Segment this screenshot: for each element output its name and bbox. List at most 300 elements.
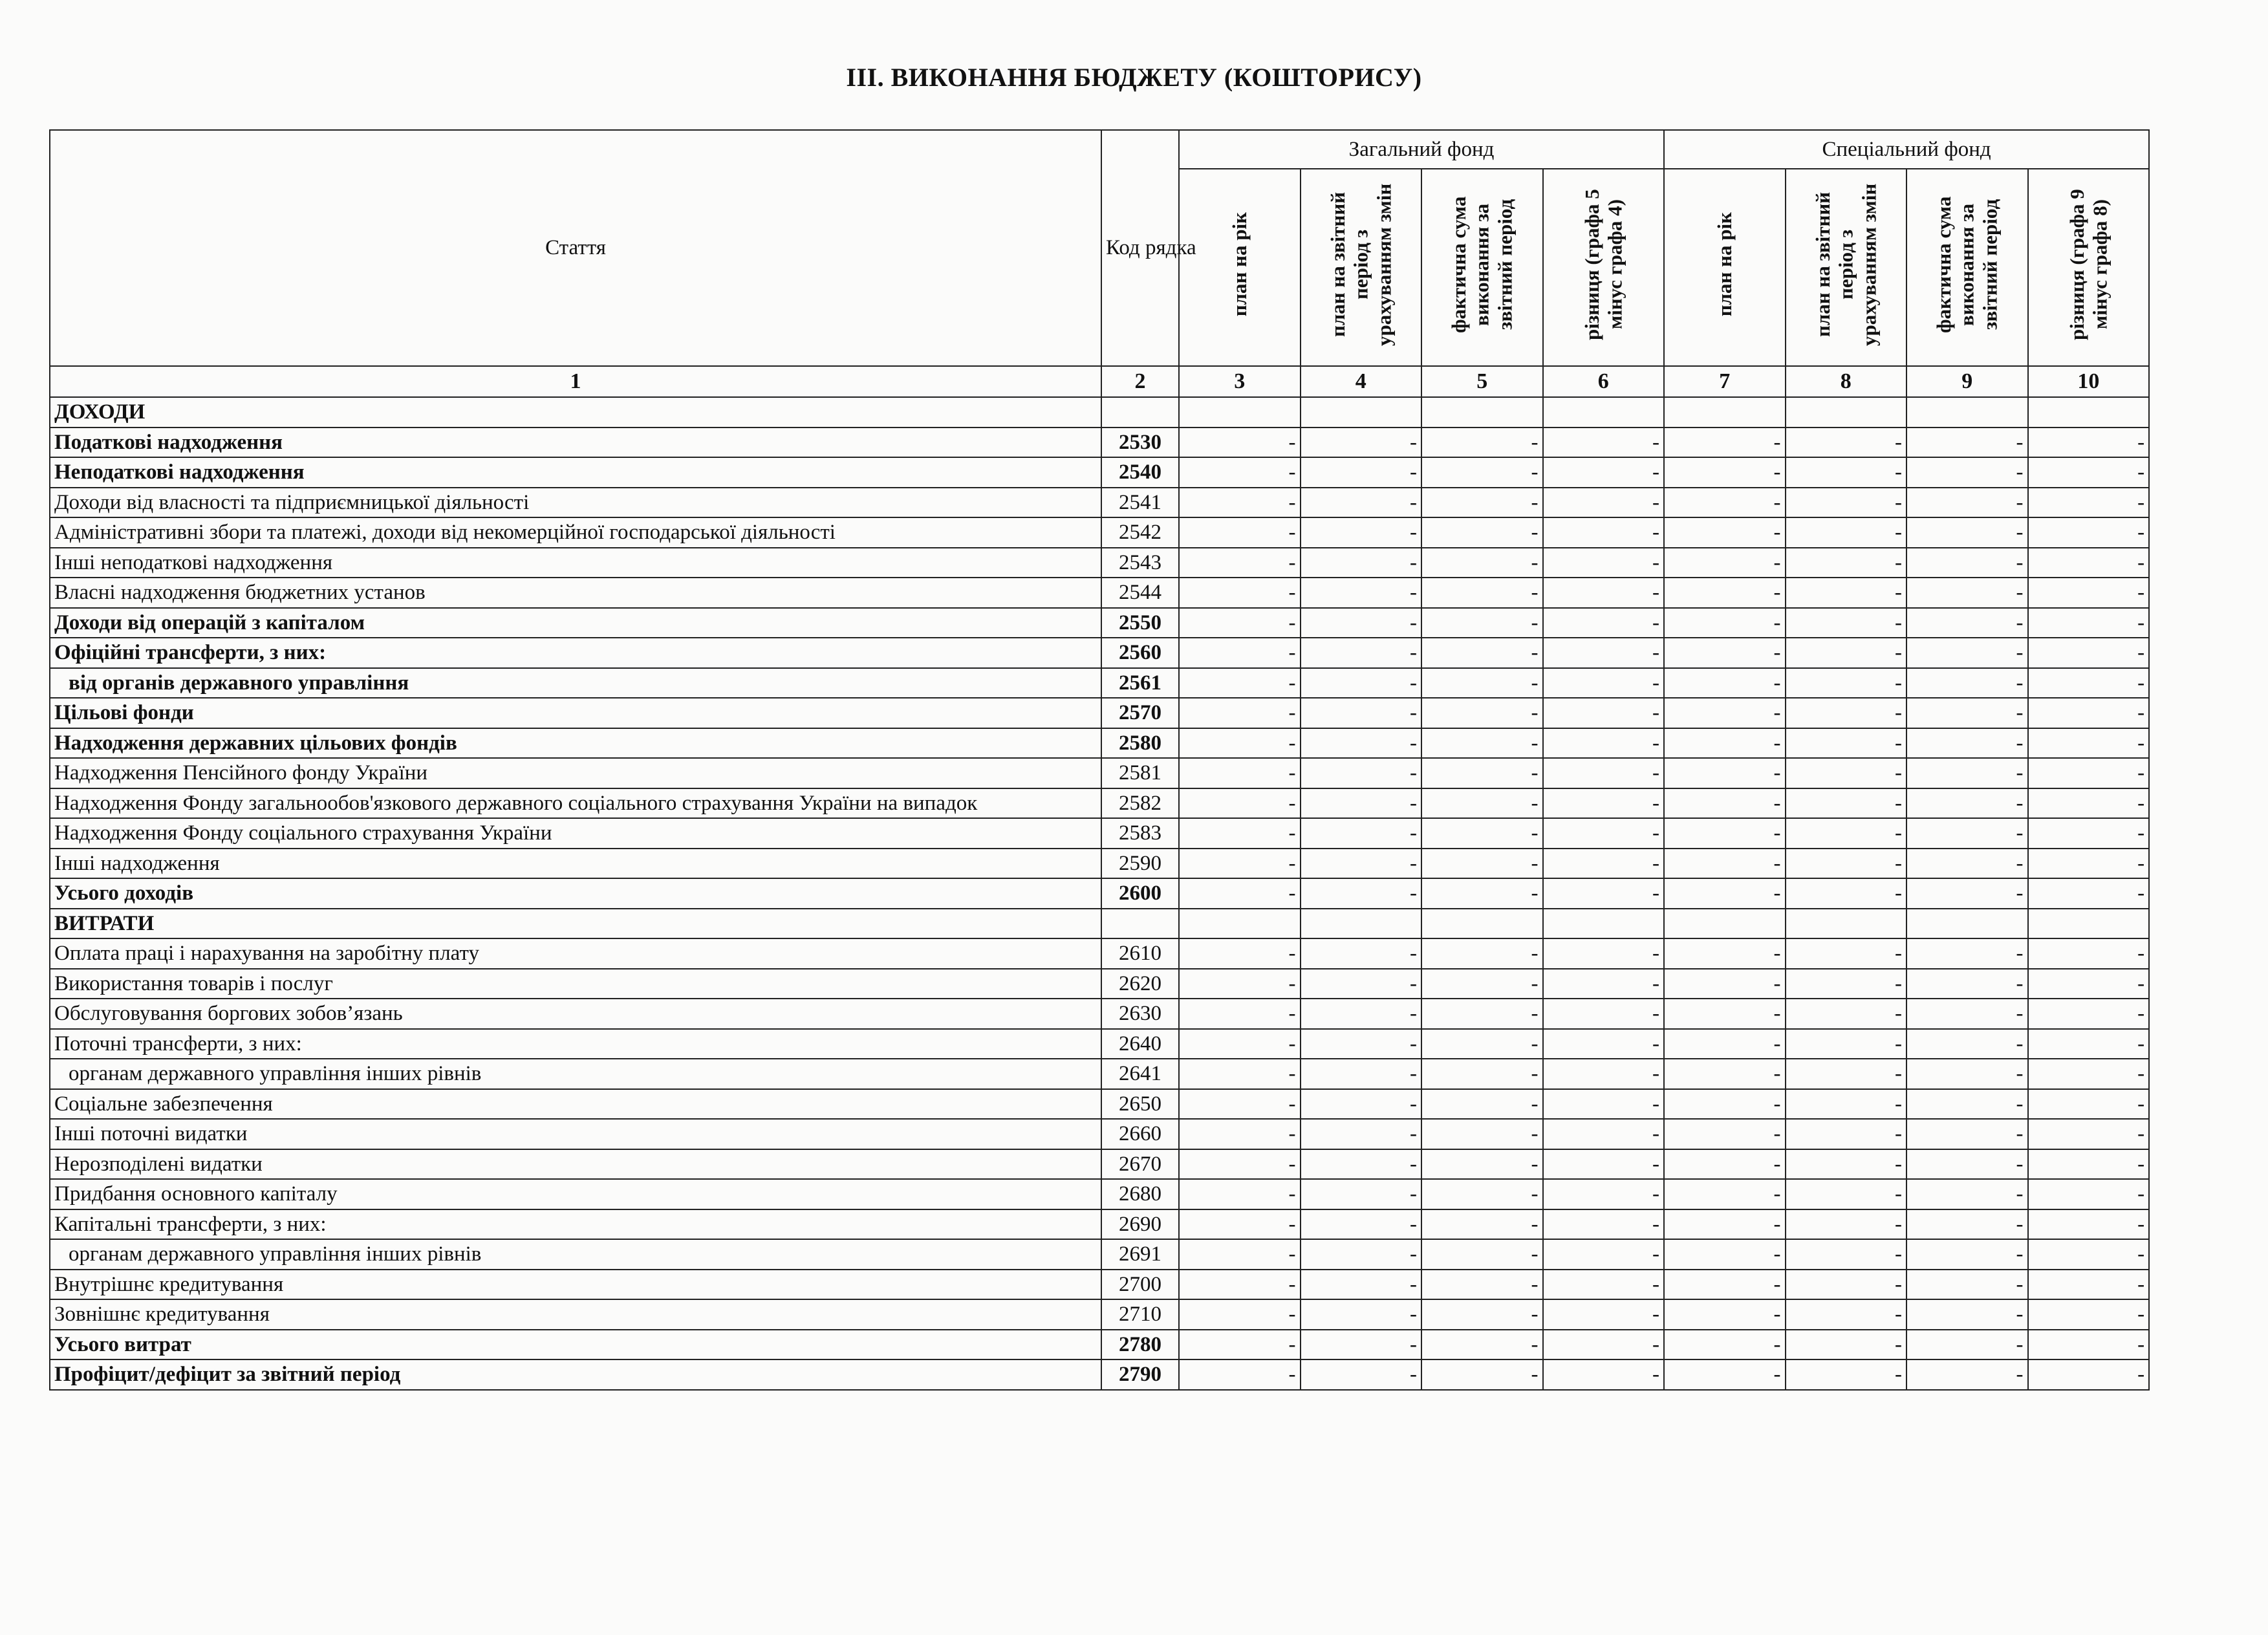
row-value-col-8: - xyxy=(1786,428,1907,458)
row-value-col-5: - xyxy=(1421,517,1543,548)
row-value-col-8: - xyxy=(1786,517,1907,548)
row-value-col-8 xyxy=(1786,397,1907,428)
row-code: 2560 xyxy=(1101,638,1179,668)
column-number: 2 xyxy=(1101,366,1179,397)
row-value-col-6: - xyxy=(1543,548,1665,578)
row-value-col-7: - xyxy=(1664,578,1786,608)
column-number: 7 xyxy=(1664,366,1786,397)
row-value-col-7: - xyxy=(1664,698,1786,728)
row-value-col-6 xyxy=(1543,909,1665,939)
row-value-col-7: - xyxy=(1664,457,1786,488)
row-value-col-8: - xyxy=(1786,1119,1907,1149)
row-value-col-6: - xyxy=(1543,457,1665,488)
column-header-label: план на рік xyxy=(1227,212,1251,317)
table-row xyxy=(50,849,2149,879)
column-header-label: різниця (графа 9 мінус графа 8) xyxy=(2065,189,2111,340)
row-value-col-7: - xyxy=(1664,1359,1786,1390)
row-value-col-5: - xyxy=(1421,999,1543,1029)
row-value-col-10: - xyxy=(2028,1359,2150,1390)
row-value-col-8: - xyxy=(1786,698,1907,728)
code-column-header: Код рядка xyxy=(1101,130,1179,366)
row-value-col-4: - xyxy=(1301,548,1422,578)
row-value-col-5: - xyxy=(1421,578,1543,608)
table-row xyxy=(50,668,2149,698)
row-label: органам державного управління інших рівнів xyxy=(50,1059,1101,1089)
column-number: 3 xyxy=(1179,366,1301,397)
column-number: 10 xyxy=(2028,366,2150,397)
table-row xyxy=(50,517,2149,548)
column-number: 6 xyxy=(1543,366,1665,397)
row-code: 2710 xyxy=(1101,1299,1179,1330)
table-row xyxy=(50,1179,2149,1209)
table-row xyxy=(50,788,2149,819)
row-value-col-3: - xyxy=(1179,608,1301,638)
row-value-col-10: - xyxy=(2028,608,2150,638)
row-value-col-9: - xyxy=(1906,969,2028,999)
row-value-col-4: - xyxy=(1301,638,1422,668)
general-fund-header: Загальний фонд xyxy=(1179,130,1664,169)
row-value-col-3: - xyxy=(1179,1149,1301,1180)
row-value-col-8: - xyxy=(1786,578,1907,608)
row-value-col-4: - xyxy=(1301,428,1422,458)
table-row xyxy=(50,1270,2149,1300)
table-row xyxy=(50,1330,2149,1360)
row-value-col-10: - xyxy=(2028,668,2150,698)
column-header-7 xyxy=(1664,169,1786,366)
row-code: 2550 xyxy=(1101,608,1179,638)
budget-execution-table xyxy=(49,129,2150,1391)
row-value-col-5: - xyxy=(1421,1359,1543,1390)
row-value-col-9: - xyxy=(1906,548,2028,578)
row-value-col-8: - xyxy=(1786,728,1907,759)
row-value-col-8: - xyxy=(1786,1359,1907,1390)
row-value-col-4: - xyxy=(1301,1359,1422,1390)
row-value-col-10: - xyxy=(2028,428,2150,458)
row-value-col-5: - xyxy=(1421,1179,1543,1209)
row-value-col-7: - xyxy=(1664,1270,1786,1300)
row-value-col-9: - xyxy=(1906,1239,2028,1270)
row-value-col-4: - xyxy=(1301,1330,1422,1360)
row-value-col-7: - xyxy=(1664,428,1786,458)
table-row xyxy=(50,1059,2149,1089)
row-value-col-9: - xyxy=(1906,517,2028,548)
row-value-col-6: - xyxy=(1543,849,1665,879)
row-label: Усього витрат xyxy=(50,1330,1101,1360)
row-value-col-9: - xyxy=(1906,1299,2028,1330)
row-value-col-5: - xyxy=(1421,938,1543,969)
row-value-col-6: - xyxy=(1543,938,1665,969)
table-row xyxy=(50,1299,2149,1330)
row-value-col-7: - xyxy=(1664,638,1786,668)
row-value-col-3: - xyxy=(1179,728,1301,759)
row-label: Профіцит/дефіцит за звітний період xyxy=(50,1359,1101,1390)
column-number: 8 xyxy=(1786,366,1907,397)
row-code: 2660 xyxy=(1101,1119,1179,1149)
table-row xyxy=(50,1029,2149,1059)
row-value-col-3: - xyxy=(1179,517,1301,548)
row-value-col-3: - xyxy=(1179,1270,1301,1300)
row-value-col-3: - xyxy=(1179,938,1301,969)
row-label: Офіційні трансферти, з них: xyxy=(50,638,1101,668)
row-value-col-5: - xyxy=(1421,1270,1543,1300)
row-code: 2543 xyxy=(1101,548,1179,578)
row-value-col-10: - xyxy=(2028,1270,2150,1300)
row-label: від органів державного управління xyxy=(50,668,1101,698)
row-value-col-10: - xyxy=(2028,1330,2150,1360)
row-value-col-4: - xyxy=(1301,1149,1422,1180)
table-row xyxy=(50,548,2149,578)
row-value-col-9: - xyxy=(1906,638,2028,668)
row-value-col-10: - xyxy=(2028,1299,2150,1330)
row-code: 2541 xyxy=(1101,488,1179,518)
table-row xyxy=(50,728,2149,759)
row-value-col-6: - xyxy=(1543,818,1665,849)
row-value-col-4: - xyxy=(1301,1089,1422,1120)
row-value-col-10: - xyxy=(2028,728,2150,759)
row-value-col-6: - xyxy=(1543,698,1665,728)
row-value-col-4: - xyxy=(1301,1119,1422,1149)
column-header-8 xyxy=(1786,169,1907,366)
row-value-col-3: - xyxy=(1179,849,1301,879)
row-label: Капітальні трансферти, з них: xyxy=(50,1209,1101,1240)
column-header-label: план на звітний період з урахуванням змін xyxy=(1326,183,1396,346)
row-label: ДОХОДИ xyxy=(50,397,1101,428)
row-label: Усього доходів xyxy=(50,878,1101,909)
row-value-col-9: - xyxy=(1906,1119,2028,1149)
row-value-col-10: - xyxy=(2028,878,2150,909)
row-value-col-10: - xyxy=(2028,938,2150,969)
row-code: 2582 xyxy=(1101,788,1179,819)
table-row xyxy=(50,969,2149,999)
row-value-col-5: - xyxy=(1421,638,1543,668)
row-value-col-6: - xyxy=(1543,638,1665,668)
column-header-label: план на рік xyxy=(1712,212,1736,317)
row-value-col-7: - xyxy=(1664,1239,1786,1270)
table-row xyxy=(50,1209,2149,1240)
row-code: 2620 xyxy=(1101,969,1179,999)
row-code: 2700 xyxy=(1101,1270,1179,1300)
row-label: Соціальне забезпечення xyxy=(50,1089,1101,1120)
table-row xyxy=(50,758,2149,788)
row-value-col-7: - xyxy=(1664,1330,1786,1360)
table-row xyxy=(50,938,2149,969)
row-code: 2580 xyxy=(1101,728,1179,759)
row-value-col-5: - xyxy=(1421,969,1543,999)
row-value-col-5: - xyxy=(1421,668,1543,698)
column-header-4 xyxy=(1301,169,1422,366)
row-value-col-8: - xyxy=(1786,488,1907,518)
row-value-col-5: - xyxy=(1421,1119,1543,1149)
row-value-col-4 xyxy=(1301,397,1422,428)
row-value-col-4: - xyxy=(1301,728,1422,759)
row-value-col-5 xyxy=(1421,909,1543,939)
row-code: 2540 xyxy=(1101,457,1179,488)
row-code: 2570 xyxy=(1101,698,1179,728)
row-label: Інші надходження xyxy=(50,849,1101,879)
row-code xyxy=(1101,909,1179,939)
row-value-col-8: - xyxy=(1786,878,1907,909)
row-value-col-3: - xyxy=(1179,1089,1301,1120)
row-value-col-10: - xyxy=(2028,849,2150,879)
row-label: Надходження Фонду загальнообов'язкового державного соціального страхування України на випадок xyxy=(50,788,1101,819)
row-value-col-8: - xyxy=(1786,1149,1907,1180)
row-value-col-6: - xyxy=(1543,728,1665,759)
row-value-col-3: - xyxy=(1179,1209,1301,1240)
row-value-col-8: - xyxy=(1786,608,1907,638)
row-value-col-7: - xyxy=(1664,938,1786,969)
row-value-col-10: - xyxy=(2028,999,2150,1029)
table-row xyxy=(50,1239,2149,1270)
row-code: 2690 xyxy=(1101,1209,1179,1240)
row-value-col-3: - xyxy=(1179,1119,1301,1149)
row-value-col-10: - xyxy=(2028,1119,2150,1149)
row-value-col-7: - xyxy=(1664,1029,1786,1059)
table-row xyxy=(50,488,2149,518)
row-value-col-4: - xyxy=(1301,668,1422,698)
row-value-col-8: - xyxy=(1786,668,1907,698)
row-value-col-3: - xyxy=(1179,969,1301,999)
row-value-col-6: - xyxy=(1543,1330,1665,1360)
row-value-col-4: - xyxy=(1301,969,1422,999)
row-value-col-7: - xyxy=(1664,1179,1786,1209)
row-value-col-8: - xyxy=(1786,1029,1907,1059)
row-value-col-3 xyxy=(1179,397,1301,428)
row-value-col-5: - xyxy=(1421,457,1543,488)
column-header-label: фактична сума виконання за звітний період xyxy=(1447,196,1517,333)
column-number: 5 xyxy=(1421,366,1543,397)
row-value-col-10: - xyxy=(2028,1029,2150,1059)
row-value-col-9: - xyxy=(1906,698,2028,728)
row-value-col-9: - xyxy=(1906,1179,2028,1209)
row-value-col-7: - xyxy=(1664,999,1786,1029)
row-value-col-9: - xyxy=(1906,788,2028,819)
row-value-col-9: - xyxy=(1906,1330,2028,1360)
row-value-col-5: - xyxy=(1421,548,1543,578)
row-value-col-10: - xyxy=(2028,638,2150,668)
row-value-col-7: - xyxy=(1664,878,1786,909)
table-row xyxy=(50,397,2149,428)
row-code: 2691 xyxy=(1101,1239,1179,1270)
row-value-col-4: - xyxy=(1301,938,1422,969)
row-label: Поточні трансферти, з них: xyxy=(50,1029,1101,1059)
row-value-col-5: - xyxy=(1421,488,1543,518)
column-number: 9 xyxy=(1906,366,2028,397)
row-value-col-3: - xyxy=(1179,488,1301,518)
row-label: Надходження Пенсійного фонду України xyxy=(50,758,1101,788)
row-value-col-8: - xyxy=(1786,1089,1907,1120)
row-value-col-8: - xyxy=(1786,849,1907,879)
row-code: 2600 xyxy=(1101,878,1179,909)
row-label: Інші неподаткові надходження xyxy=(50,548,1101,578)
row-label: Адміністративні збори та платежі, доходи від некомерційної господарської діяльності xyxy=(50,517,1101,548)
row-label: Обслуговування боргових зобов’язань xyxy=(50,999,1101,1029)
row-value-col-3: - xyxy=(1179,999,1301,1029)
row-value-col-5: - xyxy=(1421,698,1543,728)
row-code: 2790 xyxy=(1101,1359,1179,1390)
row-value-col-4: - xyxy=(1301,849,1422,879)
row-value-col-10: - xyxy=(2028,517,2150,548)
row-value-col-8: - xyxy=(1786,1330,1907,1360)
row-value-col-7: - xyxy=(1664,728,1786,759)
article-column-header: Стаття xyxy=(50,130,1101,366)
row-code: 2581 xyxy=(1101,758,1179,788)
table-row xyxy=(50,1359,2149,1390)
row-value-col-3: - xyxy=(1179,1359,1301,1390)
table-row xyxy=(50,818,2149,849)
table-row xyxy=(50,457,2149,488)
row-value-col-9: - xyxy=(1906,1059,2028,1089)
row-value-col-10: - xyxy=(2028,1179,2150,1209)
row-value-col-8: - xyxy=(1786,1239,1907,1270)
row-value-col-3: - xyxy=(1179,758,1301,788)
row-value-col-10: - xyxy=(2028,1149,2150,1180)
row-value-col-6: - xyxy=(1543,758,1665,788)
column-header-label: фактична сума виконання за звітний період xyxy=(1932,196,2002,333)
row-value-col-8: - xyxy=(1786,457,1907,488)
row-code: 2640 xyxy=(1101,1029,1179,1059)
row-value-col-7: - xyxy=(1664,488,1786,518)
row-value-col-3: - xyxy=(1179,457,1301,488)
row-value-col-6: - xyxy=(1543,428,1665,458)
row-value-col-7: - xyxy=(1664,608,1786,638)
row-value-col-8: - xyxy=(1786,938,1907,969)
row-value-col-7 xyxy=(1664,397,1786,428)
row-value-col-7: - xyxy=(1664,1089,1786,1120)
row-value-col-5: - xyxy=(1421,758,1543,788)
row-label: ВИТРАТИ xyxy=(50,909,1101,939)
row-value-col-3: - xyxy=(1179,788,1301,819)
row-value-col-8: - xyxy=(1786,1270,1907,1300)
row-value-col-3: - xyxy=(1179,1179,1301,1209)
row-value-col-4: - xyxy=(1301,578,1422,608)
row-value-col-7: - xyxy=(1664,668,1786,698)
row-value-col-6: - xyxy=(1543,969,1665,999)
row-value-col-9: - xyxy=(1906,428,2028,458)
row-value-col-5: - xyxy=(1421,788,1543,819)
row-value-col-10: - xyxy=(2028,758,2150,788)
row-value-col-4: - xyxy=(1301,1239,1422,1270)
row-value-col-9: - xyxy=(1906,1270,2028,1300)
row-value-col-8: - xyxy=(1786,1059,1907,1089)
row-value-col-7: - xyxy=(1664,758,1786,788)
row-value-col-5: - xyxy=(1421,1239,1543,1270)
row-value-col-7: - xyxy=(1664,1299,1786,1330)
row-label: Цільові фонди xyxy=(50,698,1101,728)
row-value-col-9: - xyxy=(1906,488,2028,518)
row-label: органам державного управління інших рівнів xyxy=(50,1239,1101,1270)
row-code: 2583 xyxy=(1101,818,1179,849)
row-value-col-7: - xyxy=(1664,788,1786,819)
row-value-col-6: - xyxy=(1543,578,1665,608)
row-value-col-6: - xyxy=(1543,1299,1665,1330)
table-row xyxy=(50,578,2149,608)
row-value-col-10: - xyxy=(2028,548,2150,578)
row-code: 2650 xyxy=(1101,1089,1179,1120)
row-value-col-4: - xyxy=(1301,1059,1422,1089)
row-value-col-7: - xyxy=(1664,517,1786,548)
row-label: Доходи від операцій з капіталом xyxy=(50,608,1101,638)
row-value-col-10: - xyxy=(2028,788,2150,819)
row-value-col-7: - xyxy=(1664,1119,1786,1149)
row-value-col-8: - xyxy=(1786,1299,1907,1330)
row-value-col-3: - xyxy=(1179,548,1301,578)
row-value-col-3: - xyxy=(1179,1059,1301,1089)
row-value-col-9: - xyxy=(1906,1029,2028,1059)
row-value-col-9 xyxy=(1906,397,2028,428)
row-value-col-3: - xyxy=(1179,1330,1301,1360)
row-label: Використання товарів і послуг xyxy=(50,969,1101,999)
row-value-col-6: - xyxy=(1543,1149,1665,1180)
column-header-10 xyxy=(2028,169,2150,366)
row-value-col-7: - xyxy=(1664,969,1786,999)
row-code: 2641 xyxy=(1101,1059,1179,1089)
row-value-col-3: - xyxy=(1179,878,1301,909)
row-label: Придбання основного капіталу xyxy=(50,1179,1101,1209)
row-value-col-9: - xyxy=(1906,1209,2028,1240)
row-value-col-6: - xyxy=(1543,1029,1665,1059)
row-value-col-9: - xyxy=(1906,608,2028,638)
row-value-col-10: - xyxy=(2028,1239,2150,1270)
row-value-col-9: - xyxy=(1906,818,2028,849)
column-number: 1 xyxy=(50,366,1101,397)
row-value-col-8: - xyxy=(1786,999,1907,1029)
row-value-col-6: - xyxy=(1543,1179,1665,1209)
row-code: 2542 xyxy=(1101,517,1179,548)
row-label: Власні надходження бюджетних установ xyxy=(50,578,1101,608)
row-code: 2544 xyxy=(1101,578,1179,608)
row-code: 2561 xyxy=(1101,668,1179,698)
row-code: 2530 xyxy=(1101,428,1179,458)
row-value-col-3: - xyxy=(1179,1299,1301,1330)
row-value-col-10 xyxy=(2028,909,2150,939)
row-value-col-6: - xyxy=(1543,668,1665,698)
row-value-col-5: - xyxy=(1421,1299,1543,1330)
row-value-col-5: - xyxy=(1421,428,1543,458)
table-body xyxy=(50,397,2149,1390)
row-value-col-5: - xyxy=(1421,1149,1543,1180)
table-row xyxy=(50,999,2149,1029)
row-value-col-4: - xyxy=(1301,1270,1422,1300)
page-title: ІІІ. ВИКОНАННЯ БЮДЖЕТУ (КОШТОРИСУ) xyxy=(846,63,1422,92)
row-value-col-3: - xyxy=(1179,638,1301,668)
row-value-col-4: - xyxy=(1301,457,1422,488)
row-value-col-3: - xyxy=(1179,1239,1301,1270)
row-value-col-9: - xyxy=(1906,758,2028,788)
row-value-col-10: - xyxy=(2028,457,2150,488)
table-row xyxy=(50,1089,2149,1120)
row-value-col-7: - xyxy=(1664,1149,1786,1180)
row-value-col-4: - xyxy=(1301,608,1422,638)
row-value-col-5: - xyxy=(1421,878,1543,909)
row-value-col-3: - xyxy=(1179,698,1301,728)
row-value-col-4: - xyxy=(1301,818,1422,849)
row-value-col-10: - xyxy=(2028,969,2150,999)
row-value-col-5: - xyxy=(1421,1089,1543,1120)
row-value-col-3: - xyxy=(1179,818,1301,849)
row-label: Зовнішнє кредитування xyxy=(50,1299,1101,1330)
row-value-col-9: - xyxy=(1906,457,2028,488)
row-code: 2610 xyxy=(1101,938,1179,969)
row-value-col-7: - xyxy=(1664,1209,1786,1240)
row-value-col-3: - xyxy=(1179,1029,1301,1059)
row-value-col-6: - xyxy=(1543,1119,1665,1149)
row-code: 2780 xyxy=(1101,1330,1179,1360)
row-value-col-4: - xyxy=(1301,698,1422,728)
row-value-col-8: - xyxy=(1786,818,1907,849)
special-fund-header: Спеціальний фонд xyxy=(1664,130,2149,169)
row-value-col-6: - xyxy=(1543,1059,1665,1089)
row-value-col-9: - xyxy=(1906,578,2028,608)
